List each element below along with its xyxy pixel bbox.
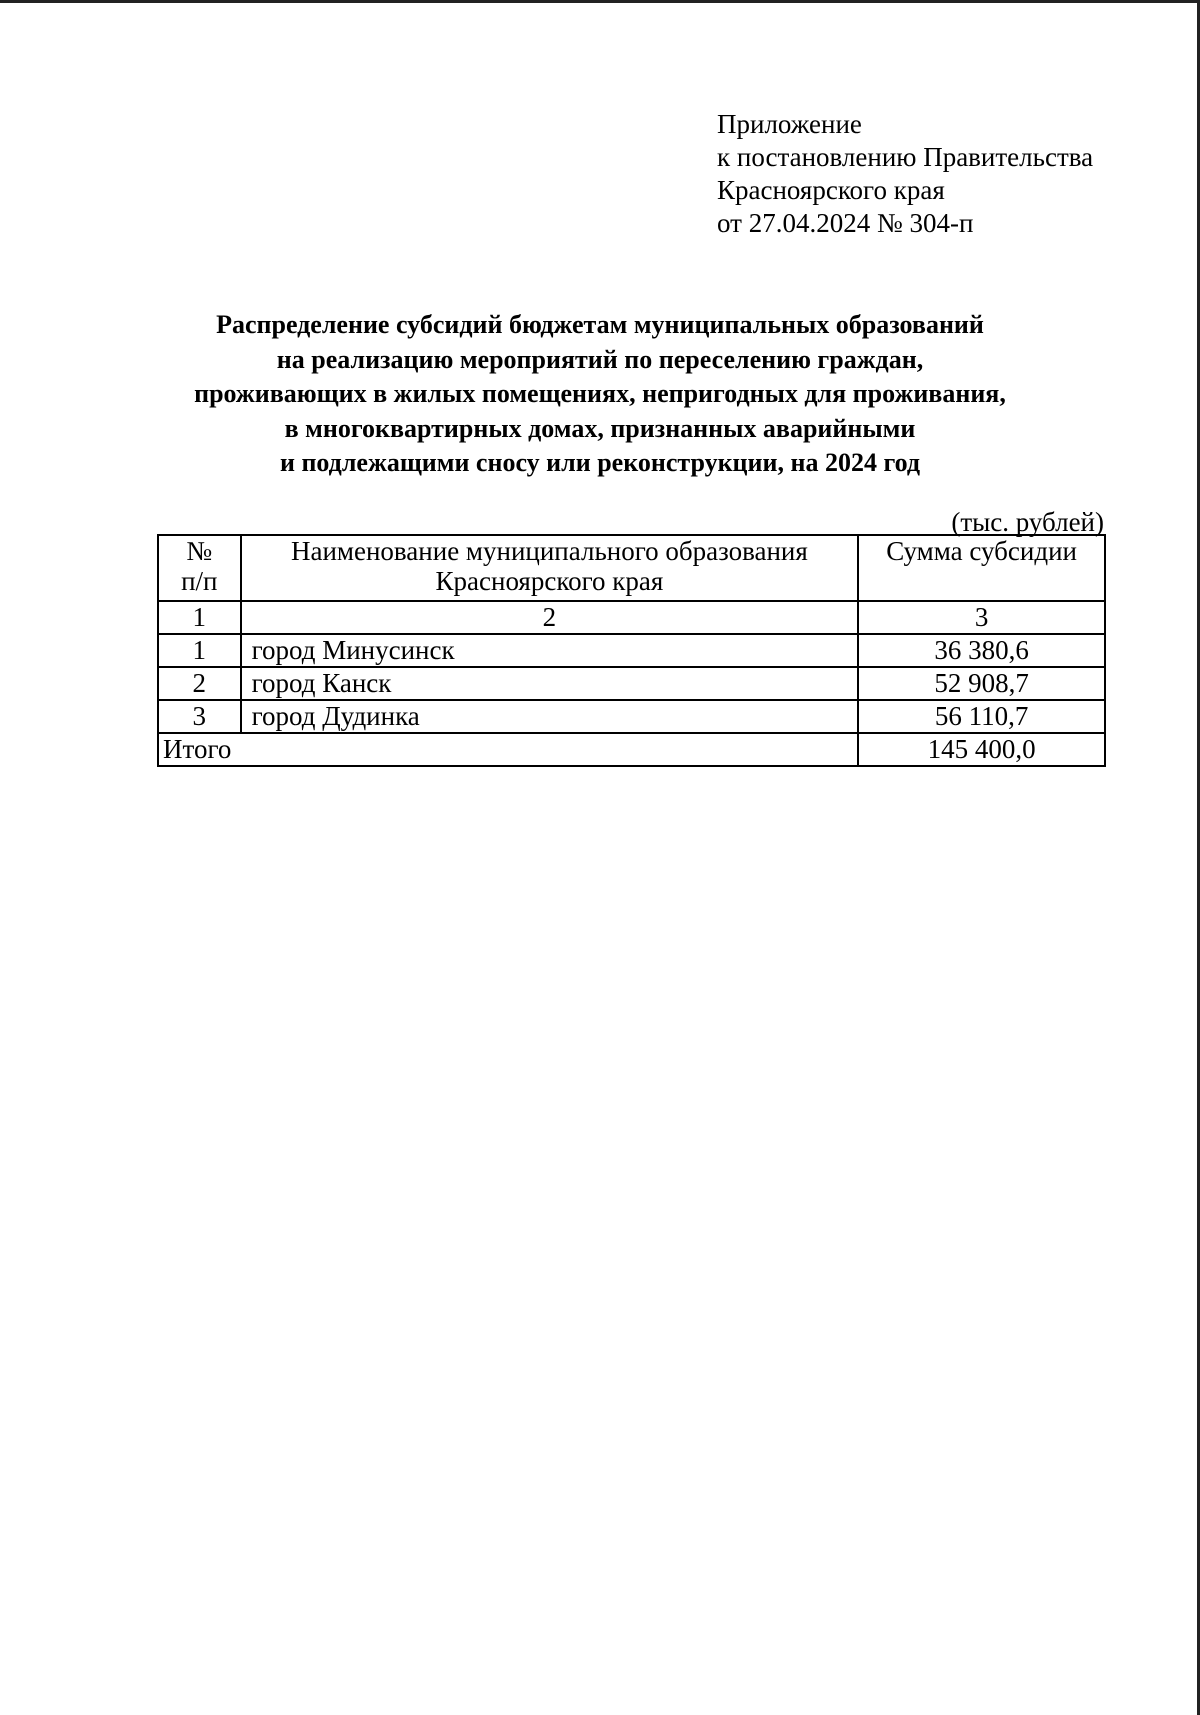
table-index-row — [158, 601, 1105, 634]
table-row — [158, 700, 1105, 733]
row-name: город Канск — [241, 667, 859, 700]
page-edge-top — [0, 0, 1200, 3]
header-sum-label: Сумма субсидии — [886, 536, 1077, 566]
header-name — [241, 535, 859, 601]
appendix-line: Красноярского края — [717, 175, 945, 205]
index-cell: 3 — [858, 601, 1105, 634]
table-row — [158, 634, 1105, 667]
total-label: Итого — [158, 733, 858, 766]
header-name-line2: Красноярского края — [435, 566, 664, 596]
header-sum — [858, 535, 1105, 601]
appendix-block — [717, 108, 1093, 240]
subsidy-table — [157, 534, 1106, 767]
index-cell: 1 — [158, 601, 241, 634]
total-sum: 145 400,0 — [858, 733, 1105, 766]
row-sum: 36 380,6 — [858, 634, 1105, 667]
title-line: проживающих в жилых помещениях, непригодных для проживания, — [194, 379, 1006, 408]
appendix-line: к постановлению Правительства — [717, 142, 1094, 172]
title-line: в многоквартирных домах, признанных аварийными — [284, 413, 916, 443]
row-sum: 52 908,7 — [858, 667, 1105, 700]
header-name-line1: Наименование муниципального образования — [290, 536, 808, 566]
table-header-row — [158, 535, 1105, 601]
row-num: 2 — [158, 667, 241, 700]
header-num-line1: № — [186, 536, 213, 566]
table-row — [158, 667, 1105, 700]
title-line: Распределение субсидий бюджетам муниципальных образований — [216, 310, 984, 339]
document-title — [140, 308, 1060, 481]
header-num — [158, 535, 241, 601]
appendix-line: от 27.04.2024 № 304-п — [717, 208, 974, 238]
row-num: 1 — [158, 634, 241, 667]
row-num: 3 — [158, 700, 241, 733]
index-cell: 2 — [241, 601, 859, 634]
appendix-line: Приложение — [717, 109, 862, 139]
title-line: и подлежащими сносу или реконструкции, на 2024 год — [279, 448, 921, 477]
header-num-line2: п/п — [181, 566, 218, 596]
row-name: город Минусинск — [241, 634, 859, 667]
table-total-row — [158, 733, 1105, 766]
units-note: (тыс. рублей) — [951, 507, 1104, 537]
title-line: на реализацию мероприятий по переселению граждан, — [276, 344, 924, 374]
row-sum: 56 110,7 — [858, 700, 1105, 733]
row-name: город Дудинка — [241, 700, 859, 733]
